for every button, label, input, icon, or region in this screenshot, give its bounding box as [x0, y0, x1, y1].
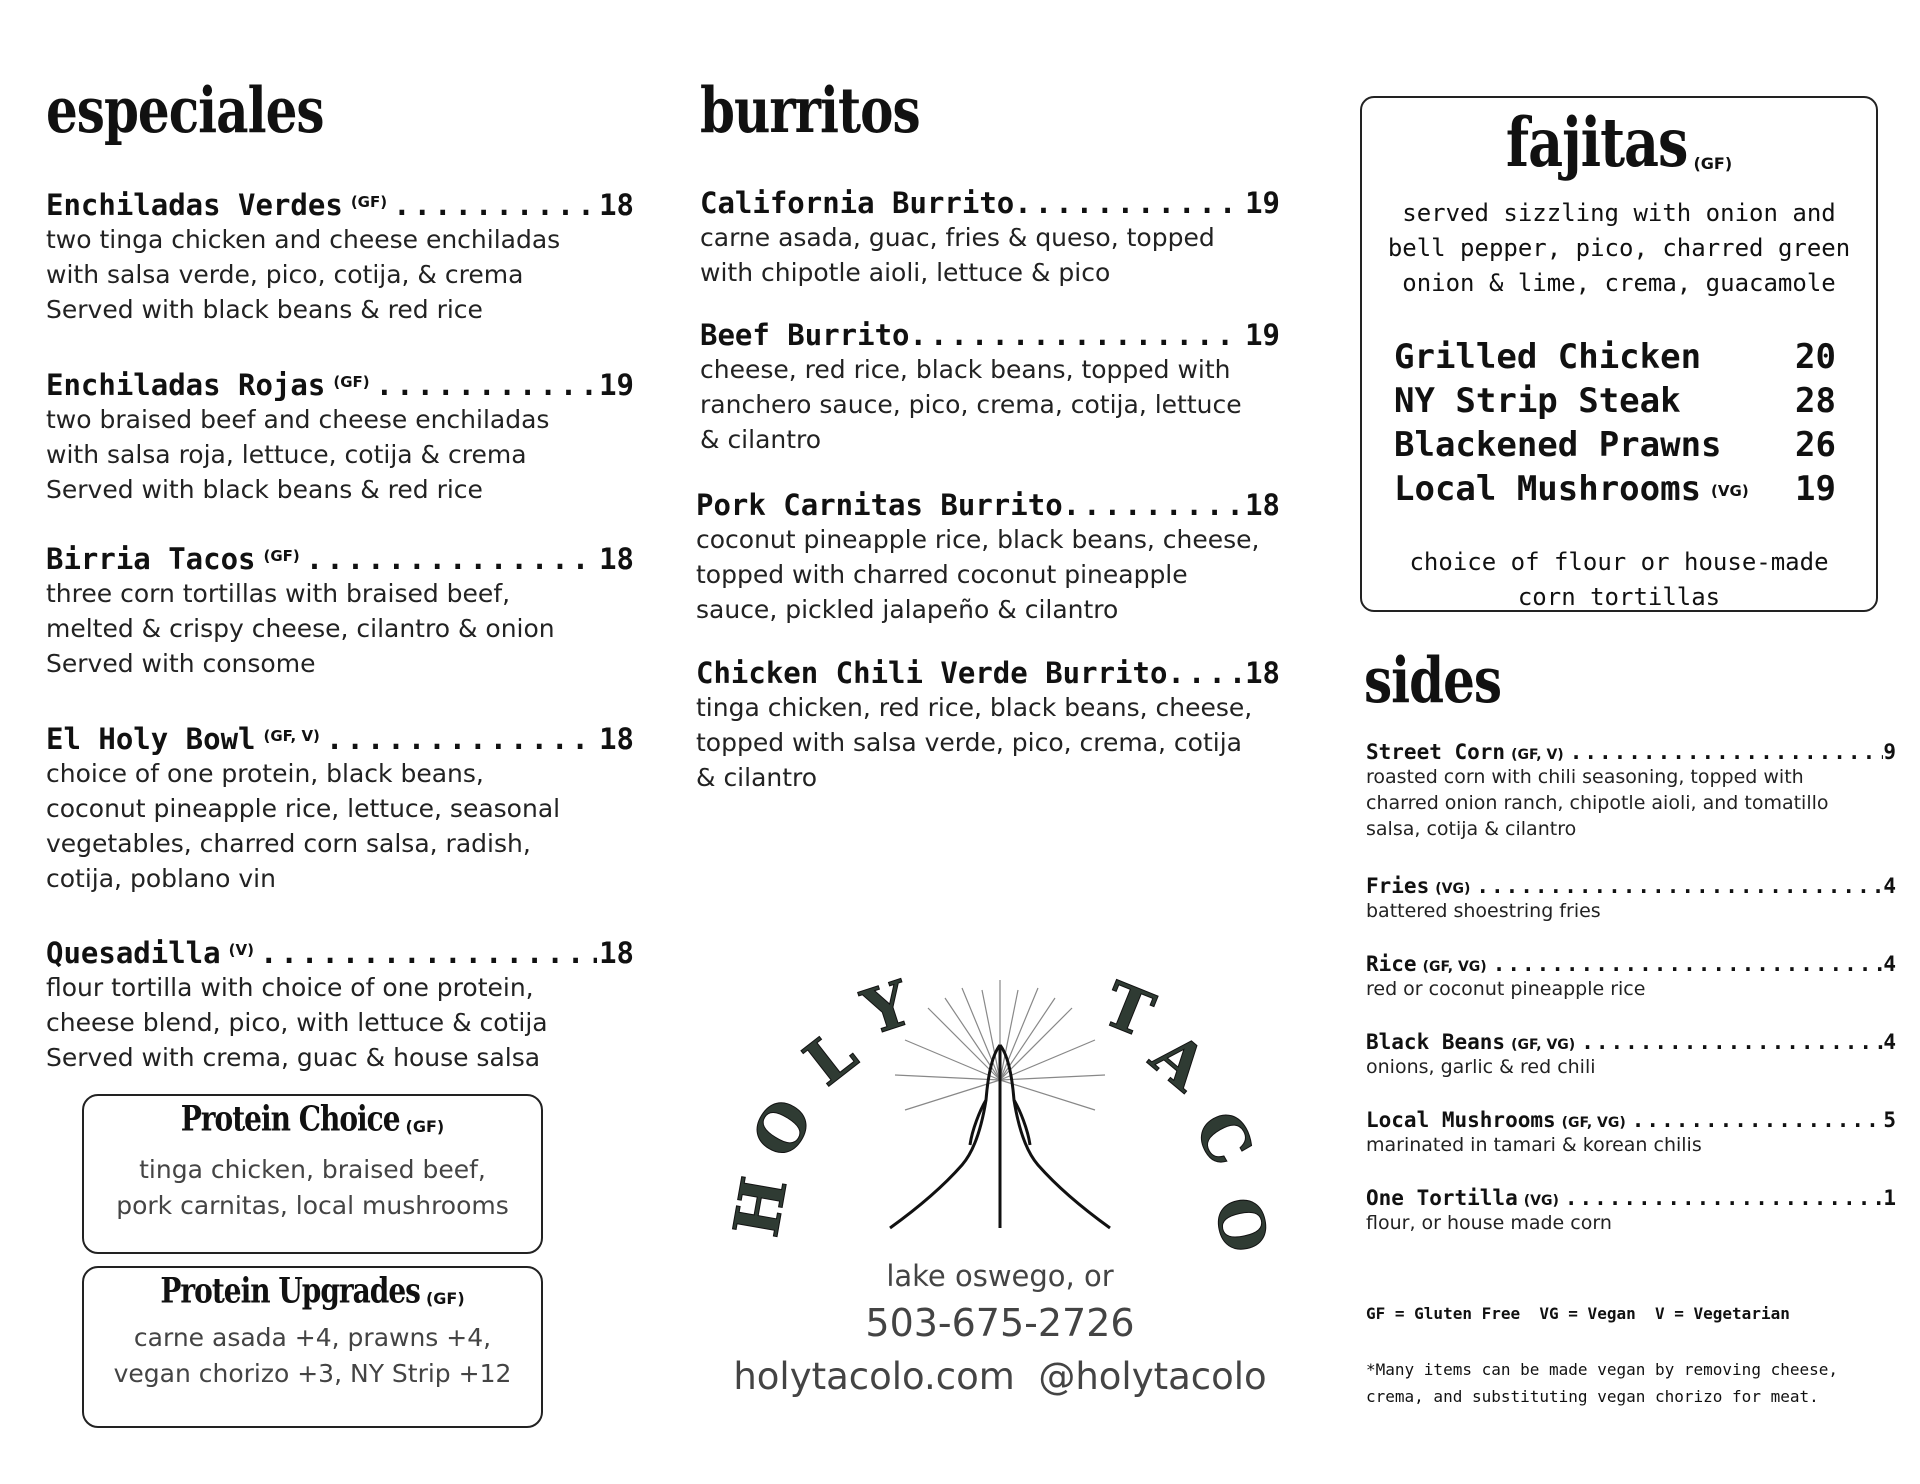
item-desc-line: Served with consome — [46, 649, 316, 678]
dot-leader — [376, 368, 597, 402]
item-desc-line: three corn tortillas with braised beef, — [46, 579, 511, 608]
menu-item-quesadilla — [46, 936, 634, 1075]
dot-leader — [1581, 1030, 1883, 1054]
menu-item-pork-carnitas-burrito — [696, 488, 1280, 627]
dot-leader — [393, 188, 597, 222]
dot-leader — [910, 318, 1244, 352]
menu-item-beef-burrito — [700, 318, 1280, 457]
item-name: One Tortilla — [1366, 1186, 1518, 1210]
menu-item-el-holy-bowl — [46, 722, 634, 896]
item-desc-line: two tinga chicken and cheese enchiladas — [46, 225, 561, 254]
item-price: 18 — [599, 722, 634, 756]
item-price: 18 — [1245, 488, 1280, 522]
item-price: 18 — [599, 936, 634, 970]
item-desc-line: sauce, pickled jalapeño & cilantro — [696, 595, 1119, 624]
dot-leader — [1014, 186, 1243, 220]
item-desc-line: Served with black beans & red rice — [46, 295, 483, 324]
item-desc-line: battered shoestring fries — [1366, 900, 1601, 922]
side-item-local-mushrooms — [1366, 1108, 1896, 1158]
protein-upgrades-line: vegan chorizo +3, NY Strip +12 — [113, 1359, 512, 1388]
logo-letter: O — [737, 1086, 828, 1171]
diet-tag: (GF, VG) — [1561, 1115, 1626, 1131]
menu-item-california-burrito — [700, 186, 1280, 290]
diet-tag: (GF) — [333, 373, 370, 391]
item-price: 19 — [1245, 186, 1280, 220]
item-desc-line: with chipotle aioli, lettuce & pico — [700, 258, 1111, 287]
logo-letter: T — [1093, 967, 1164, 1053]
fajitas-intro-line: onion & lime, crema, guacamole — [1402, 269, 1836, 297]
diet-tag: (GF, VG) — [1422, 959, 1487, 975]
item-price: 20 — [1795, 337, 1836, 377]
item-desc-line: coconut pineapple rice, black beans, cheese, — [696, 525, 1260, 554]
logo-letter: H — [719, 1171, 802, 1243]
fajita-item: NY Strip Steak 28 — [1394, 381, 1836, 421]
dot-leader — [1063, 488, 1243, 522]
item-name: Quesadilla — [46, 936, 221, 970]
item-name: Enchiladas Verdes — [46, 188, 343, 222]
item-price: 18 — [1245, 656, 1280, 690]
diet-tag: (GF, V) — [263, 727, 320, 745]
item-name: California Burrito — [700, 186, 1015, 220]
fajitas-outro-line: corn tortillas — [1517, 583, 1721, 611]
item-desc-line: ranchero sauce, pico, crema, cotija, lettuce — [700, 390, 1242, 419]
item-price: 1 — [1883, 1186, 1896, 1210]
item-desc-line: salsa, cotija & cilantro — [1366, 818, 1577, 840]
diet-tag: (GF, V) — [1511, 747, 1564, 763]
item-name: Chicken Chili Verde Burrito — [696, 656, 1168, 690]
location-text: lake oswego, or — [886, 1259, 1114, 1293]
item-desc-line: carne asada, guac, fries & queso, topped — [700, 223, 1215, 252]
item-price: 26 — [1795, 425, 1836, 465]
vegan-note — [1366, 1356, 1838, 1410]
item-desc-line: flour tortilla with choice of one protein, — [46, 973, 534, 1002]
item-name: Black Beans — [1366, 1030, 1506, 1054]
menu-item-enchiladas-rojas — [46, 368, 634, 507]
holy-taco-logo — [700, 960, 1300, 1260]
item-price: 18 — [599, 188, 634, 222]
item-desc-line: with salsa verde, pico, cotija, & crema — [46, 260, 524, 289]
item-desc-line: Served with black beans & red rice — [46, 475, 483, 504]
item-desc-line: choice of one protein, black beans, — [46, 759, 484, 788]
item-name: El Holy Bowl — [46, 722, 256, 756]
diet-tag: (VG) — [1523, 1193, 1559, 1209]
fajita-item: Local Mushrooms (VG) 19 — [1394, 467, 1836, 517]
protein-upgrades-title: Protein Upgrades (GF) — [160, 1269, 465, 1311]
vegan-note-line: crema, and substituting vegan chorizo for meat. — [1366, 1387, 1819, 1406]
dot-leader — [1570, 740, 1884, 764]
item-desc-line: coconut pineapple rice, lettuce, seasonal — [46, 794, 561, 823]
fajitas-intro-line: bell pepper, pico, charred green — [1387, 234, 1851, 262]
logo-letter: O — [1199, 1190, 1283, 1259]
item-price: 19 — [1795, 469, 1836, 509]
item-desc-line: Served with crema, guac & house salsa — [46, 1043, 541, 1072]
item-name: Enchiladas Rojas — [46, 368, 326, 402]
item-desc-line: cheese, red rice, black beans, topped with — [700, 355, 1231, 384]
item-price: 4 — [1883, 1030, 1896, 1054]
diet-legend: GF = Gluten Free VG = Vegan V = Vegetarian — [1366, 1304, 1790, 1323]
diet-tag: (GF, VG) — [1511, 1037, 1576, 1053]
protein-upgrades-line: carne asada +4, prawns +4, — [133, 1323, 492, 1352]
dot-leader — [1167, 656, 1243, 690]
menu-item-birria-tacos — [46, 542, 634, 681]
item-price: 4 — [1883, 874, 1896, 898]
item-desc-line: marinated in tamari & korean chilis — [1366, 1134, 1702, 1156]
protein-choice-box — [82, 1094, 543, 1254]
dot-leader — [1476, 874, 1883, 898]
website-social: holytacolo.com @holytacolo — [733, 1355, 1267, 1398]
item-desc-line: onions, garlic & red chili — [1366, 1056, 1596, 1078]
dot-leader — [326, 722, 597, 756]
dot-leader — [306, 542, 597, 576]
menu-item-chicken-chili-verde-burrito — [696, 656, 1280, 795]
item-name: Pork Carnitas Burrito — [696, 488, 1063, 522]
diet-tag: (VG) — [1711, 482, 1749, 500]
logo-letter: Y — [854, 966, 919, 1050]
praying-hands-icon — [890, 1045, 1110, 1228]
protein-choice-line: pork carnitas, local mushrooms — [116, 1191, 509, 1220]
protein-choice-line: tinga chicken, braised beef, — [139, 1155, 486, 1184]
item-desc-line: topped with charred coconut pineapple — [696, 560, 1188, 589]
item-name: Fries — [1366, 874, 1430, 898]
item-desc-line: tinga chicken, red rice, black beans, cheese, — [696, 693, 1253, 722]
fajitas-title: fajitas (GF) — [1505, 102, 1733, 182]
item-price: 9 — [1883, 740, 1896, 764]
logo-letter: A — [1137, 1018, 1221, 1105]
item-name: Beef Burrito — [700, 318, 910, 352]
contact-block — [720, 1256, 1280, 1404]
side-item-black-beans — [1366, 1030, 1896, 1080]
item-desc-line: cheese blend, pico, with lettuce & cotija — [46, 1008, 548, 1037]
item-desc-line: & cilantro — [700, 425, 822, 454]
item-name: Street Corn — [1366, 740, 1506, 764]
fajitas-intro-line: served sizzling with onion and — [1402, 199, 1836, 227]
protein-upgrades-box — [82, 1266, 543, 1428]
diet-tag: (V) — [228, 941, 254, 959]
item-desc-line: red or coconut pineapple rice — [1366, 978, 1646, 1000]
item-desc-line: flour, or house made corn — [1366, 1212, 1612, 1234]
item-desc-line: melted & crispy cheese, cilantro & onion — [46, 614, 555, 643]
dot-leader — [1493, 952, 1884, 976]
dot-leader — [1565, 1186, 1884, 1210]
phone-number: 503-675-2726 — [865, 1301, 1135, 1345]
item-name: Rice — [1366, 952, 1417, 976]
fajita-item: Blackened Prawns 26 — [1394, 425, 1836, 465]
item-price: 28 — [1795, 381, 1836, 421]
fajitas-box — [1360, 96, 1878, 612]
especiales-heading: especiales — [46, 73, 324, 147]
item-desc-line: topped with salsa verde, pico, crema, cotija — [696, 728, 1242, 757]
item-price: 19 — [599, 368, 634, 402]
item-price: 19 — [1245, 318, 1280, 352]
item-desc-line: charred onion ranch, chipotle aioli, and tomatillo — [1366, 792, 1829, 814]
fajitas-outro-line: choice of flour or house-made — [1409, 548, 1829, 576]
item-desc-line: cotija, poblano vin — [46, 864, 276, 893]
vegan-note-line: *Many items can be made vegan by removing cheese, — [1366, 1360, 1839, 1379]
protein-choice-title: Protein Choice (GF) — [180, 1097, 445, 1139]
item-desc-line: roasted corn with chili seasoning, topped with — [1366, 766, 1804, 788]
side-item-rice — [1366, 952, 1896, 1002]
item-price: 18 — [599, 542, 634, 576]
item-desc-line: two braised beef and cheese enchiladas — [46, 405, 550, 434]
dot-leader — [260, 936, 597, 970]
diet-tag: (GF) — [405, 1117, 445, 1136]
diet-tag: (GF) — [1693, 154, 1733, 173]
item-desc-line: vegetables, charred corn salsa, radish, — [46, 829, 531, 858]
side-item-street-corn — [1366, 740, 1896, 842]
item-desc-line: & cilantro — [696, 763, 818, 792]
item-name: Birria Tacos — [46, 542, 256, 576]
logo-letter: L — [790, 1015, 871, 1100]
item-desc-line: with salsa roja, lettuce, cotija & crema — [46, 440, 527, 469]
burritos-heading: burritos — [700, 73, 920, 147]
side-item-fries — [1366, 874, 1896, 924]
item-name: Local Mushrooms — [1366, 1108, 1556, 1132]
fajita-item: Grilled Chicken 20 — [1394, 337, 1836, 377]
logo-letter: C — [1179, 1098, 1268, 1178]
item-price: 4 — [1883, 952, 1896, 976]
sides-heading: sides — [1364, 643, 1502, 717]
dot-leader — [1632, 1108, 1884, 1132]
diet-tag: (GF) — [425, 1289, 465, 1308]
diet-tag: (GF) — [263, 547, 300, 565]
item-price: 5 — [1883, 1108, 1896, 1132]
diet-tag: (VG) — [1435, 881, 1471, 897]
menu-item-enchiladas-verdes — [46, 188, 634, 327]
diet-tag: (GF) — [350, 193, 388, 211]
side-item-one-tortilla — [1366, 1186, 1896, 1236]
